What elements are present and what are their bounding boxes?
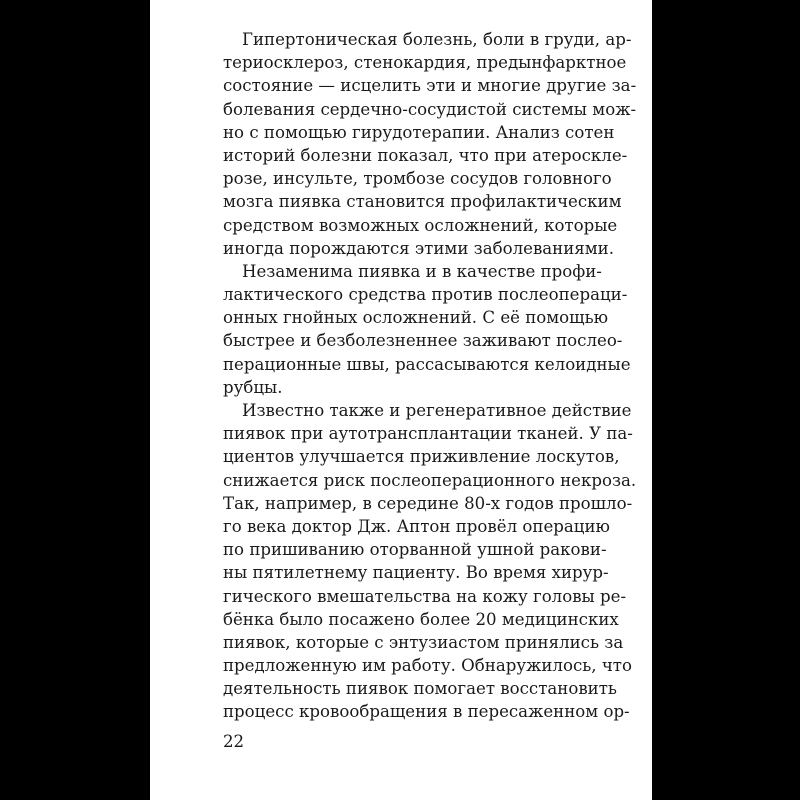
text-line: Известно также и регенеративное действие bbox=[242, 401, 632, 420]
text-line: ны пятилетнему пациенту. Во время хирур- bbox=[223, 563, 609, 583]
book-page bbox=[150, 0, 652, 800]
paragraph-3 bbox=[223, 399, 637, 724]
text-line: лактического средства против послеопераци- bbox=[223, 285, 628, 305]
body-text bbox=[223, 28, 637, 724]
text-line: процесс кровообращения в пересаженном ор- bbox=[223, 702, 630, 722]
paragraph-1 bbox=[223, 28, 637, 260]
text-line: розе, инсульте, тромбозе сосудов головного bbox=[223, 169, 612, 189]
text-line: Гипертоническая болезнь, боли в груди, ар- bbox=[242, 30, 632, 49]
text-line: пиявок, которые с энтузиастом принялись за bbox=[223, 632, 624, 652]
text-line: онных гнойных осложнений. С её помощью bbox=[223, 308, 609, 328]
text-line: историй болезни показал, что при атероскле- bbox=[223, 145, 628, 165]
text-line: болевания сердечно-сосудистой системы мож- bbox=[223, 99, 637, 119]
text-line: но с помощью гирудотерапии. Анализ сотен bbox=[223, 122, 615, 142]
page-number: 22 bbox=[223, 732, 245, 751]
text-line: гического вмешательства на кожу головы ре- bbox=[223, 586, 627, 606]
text-line: пиявок при аутотрансплантации тканей. У па- bbox=[223, 424, 633, 444]
text-line: циентов улучшается приживление лоскутов, bbox=[223, 447, 620, 467]
text-line: Так, например, в середине 80-х годов прошло- bbox=[223, 493, 633, 513]
text-line: перационные швы, рассасываются келоидные bbox=[223, 354, 631, 374]
text-line: состояние — исцелить эти и многие другие за- bbox=[223, 76, 637, 96]
text-line: рубцы. bbox=[223, 377, 283, 397]
right-black-margin bbox=[652, 0, 800, 800]
text-line: го века доктор Дж. Аптон провёл операцию bbox=[223, 516, 610, 536]
left-black-margin bbox=[0, 0, 150, 800]
paragraph-2 bbox=[223, 260, 631, 399]
text-line: териосклероз, стенокардия, предынфарктное bbox=[223, 53, 627, 73]
text-line: бёнка было посажено более 20 медицинских bbox=[223, 609, 619, 629]
text-line: по пришиванию оторванной ушной ракови- bbox=[223, 540, 607, 560]
text-line: иногда порождаются этими заболеваниями. bbox=[223, 238, 615, 258]
text-line: мозга пиявка становится профилактическим bbox=[223, 192, 622, 212]
text-line: снижается риск послеоперационного некроза. bbox=[223, 470, 637, 490]
text-line: Незаменима пиявка и в качестве профи- bbox=[242, 261, 602, 281]
text-line: быстрее и безболезненнее заживают послео- bbox=[223, 331, 623, 351]
text-line: предложенную им работу. Обнаружилось, что bbox=[223, 656, 632, 676]
text-line: средством возможных осложнений, которые bbox=[223, 215, 618, 235]
text-line: деятельность пиявок помогает восстановить bbox=[223, 679, 617, 699]
